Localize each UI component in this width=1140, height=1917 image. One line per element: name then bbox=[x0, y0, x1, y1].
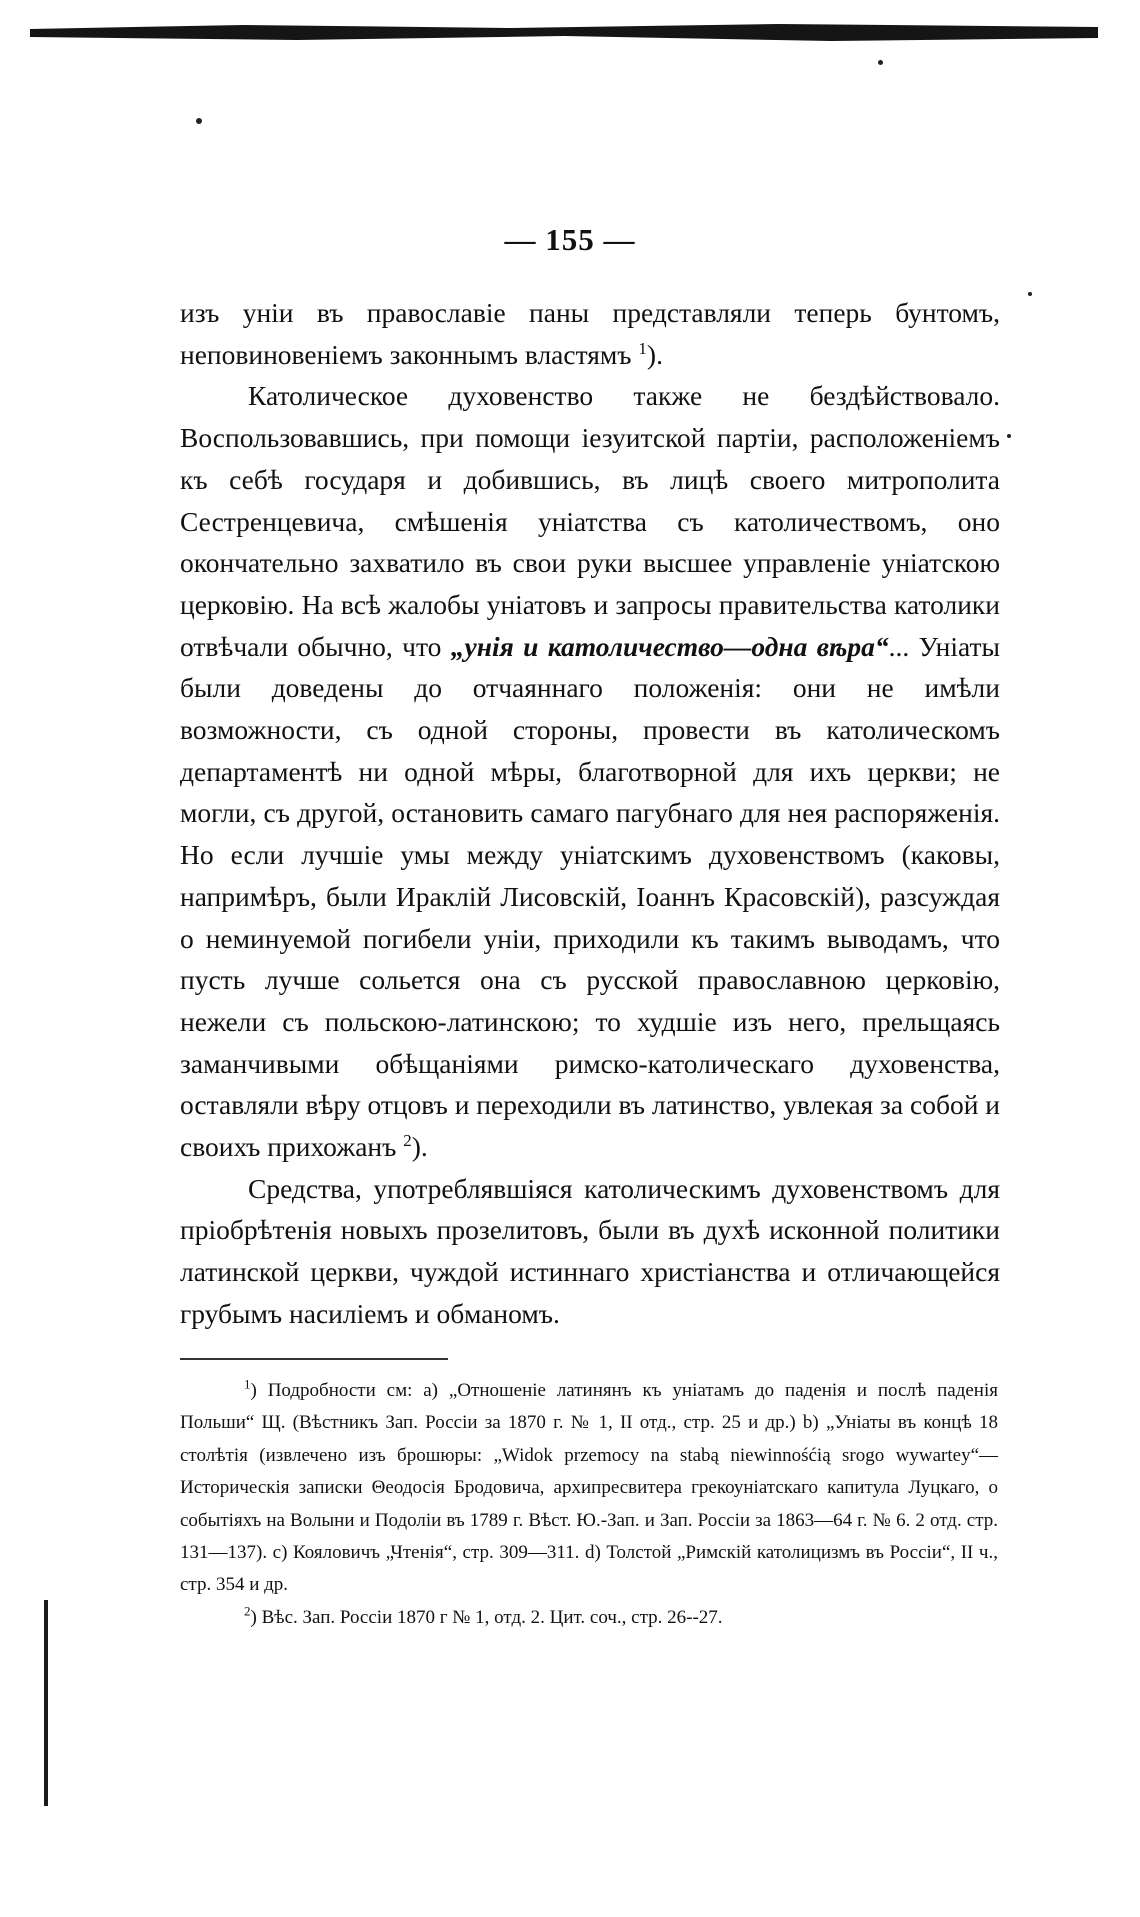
footnote-separator bbox=[180, 1358, 448, 1360]
page-number: — 155 — bbox=[504, 222, 636, 257]
paragraph-2-text: Католическое духовенство также не бездѣйствовало. Воспользовавшись, при помощи іезуитской партіи, расположеніемъ къ себѣ государя и добившись, въ лицѣ своего митрополита Сестренцевича, смѣшенія уніатства съ католичествомъ, оно окончательно захватило въ свои руки высшее управленіе уніатскою церковію. На всѣ жалобы уніатовъ и запросы правительства католики отвѣчали обычно, что bbox=[180, 380, 1000, 662]
scan-speck bbox=[1028, 292, 1032, 296]
scan-top-edge bbox=[30, 22, 1098, 42]
footnote-1-text: ) Подробности см: a) „Отношеніе латинянъ къ уніатамъ до паденія и послѣ паденія Польши“ Щ. (Вѣстникъ Зап. Россіи за 1870 г. № 1, II отд., стр. 25 и др.) b) „Уніаты въ концѣ 18 столѣтія (извлечено изъ брошюры: „Widok przemocy na stabą niewinnośćią srogo wywartey“—Историческія записки Θеодосія Бродовича, архипресвитера грекоуніатскаго капитула Луцкаго, о событіяхъ на Волыни и Подоліи въ 1789 г. Вѣст. Ю.-Зап. и Зап. Россіи за 1863—64 г. № 6. 2 отд. стр. 131—137). c) Кояловичъ „Чтенія“, стр. 309—311. d) Толстой „Римскій католицизмъ въ Россіи“, II ч., стр. 354 и др. bbox=[180, 1380, 998, 1596]
paragraph-2-continuation: ... Уніаты были доведены до отчаяннаго положенія: они не имѣли возможности, съ одной стороны, провести въ католическомъ департаментѣ ни одной мѣры, благотворной для ихъ церкви; не могли, съ другой, остановить самаго пагубнаго для нея распоряженія. Но если лучшіе умы между уніатскимъ духовенствомъ (каковы, напримѣръ, были Ираклій Лисовскій, Іоаннъ Красовскій), разсуждая о неминуемой погибели уніи, приходили къ такимъ выводамъ, что пусть лучше сольется она съ русской православною церковію, нежели съ польскою-латинскою; то худшіе изъ него, прельщаясь заманчивыми обѣщаніями римско-католическаго духовенства, оставляли вѣру отцовъ и переходили въ латинство, увлекая за собой и своихъ прихожанъ bbox=[180, 630, 1001, 1163]
footnote-1-mark: 1 bbox=[244, 1376, 251, 1392]
footnote-2 bbox=[180, 1602, 998, 1634]
paragraph-1-text: изъ уніи въ православіе паны представляли теперь бунтомъ, неповиновеніемъ законнымъ властямъ bbox=[180, 297, 1000, 370]
footnote-2-mark: 2 bbox=[244, 1603, 251, 1619]
footnote-ref-2: 2 bbox=[403, 1130, 412, 1150]
scan-speck bbox=[878, 60, 883, 65]
footnotes bbox=[180, 1375, 998, 1634]
paragraph-1 bbox=[180, 292, 1000, 375]
scan-margin-rule bbox=[44, 1600, 48, 1806]
paragraph-2 bbox=[180, 375, 1000, 1167]
scan-speck bbox=[196, 118, 202, 124]
quoted-phrase: „унія и католичество—одна вѣра“ bbox=[450, 630, 889, 662]
scan-speck bbox=[1007, 434, 1011, 438]
main-text bbox=[180, 292, 1000, 1335]
paragraph-3-text: Средства, употреблявшіяся католическимъ духовенствомъ для пріобрѣтенія новыхъ прозелитовъ, были въ духѣ исконной политики латинской церкви, чуждой истиннаго христіанства и отличающейся грубымъ насиліемъ и обманомъ. bbox=[180, 1172, 1000, 1329]
footnote-1 bbox=[180, 1375, 998, 1602]
paragraph-3 bbox=[180, 1168, 1000, 1335]
paragraph-2-end: ). bbox=[411, 1131, 428, 1163]
paragraph-1-end: ). bbox=[646, 338, 663, 370]
footnote-2-text: ) Вѣс. Зап. Россіи 1870 г № 1, отд. 2. Цит. соч., стр. 26--27. bbox=[250, 1606, 723, 1628]
footnote-ref-1: 1 bbox=[638, 338, 647, 358]
